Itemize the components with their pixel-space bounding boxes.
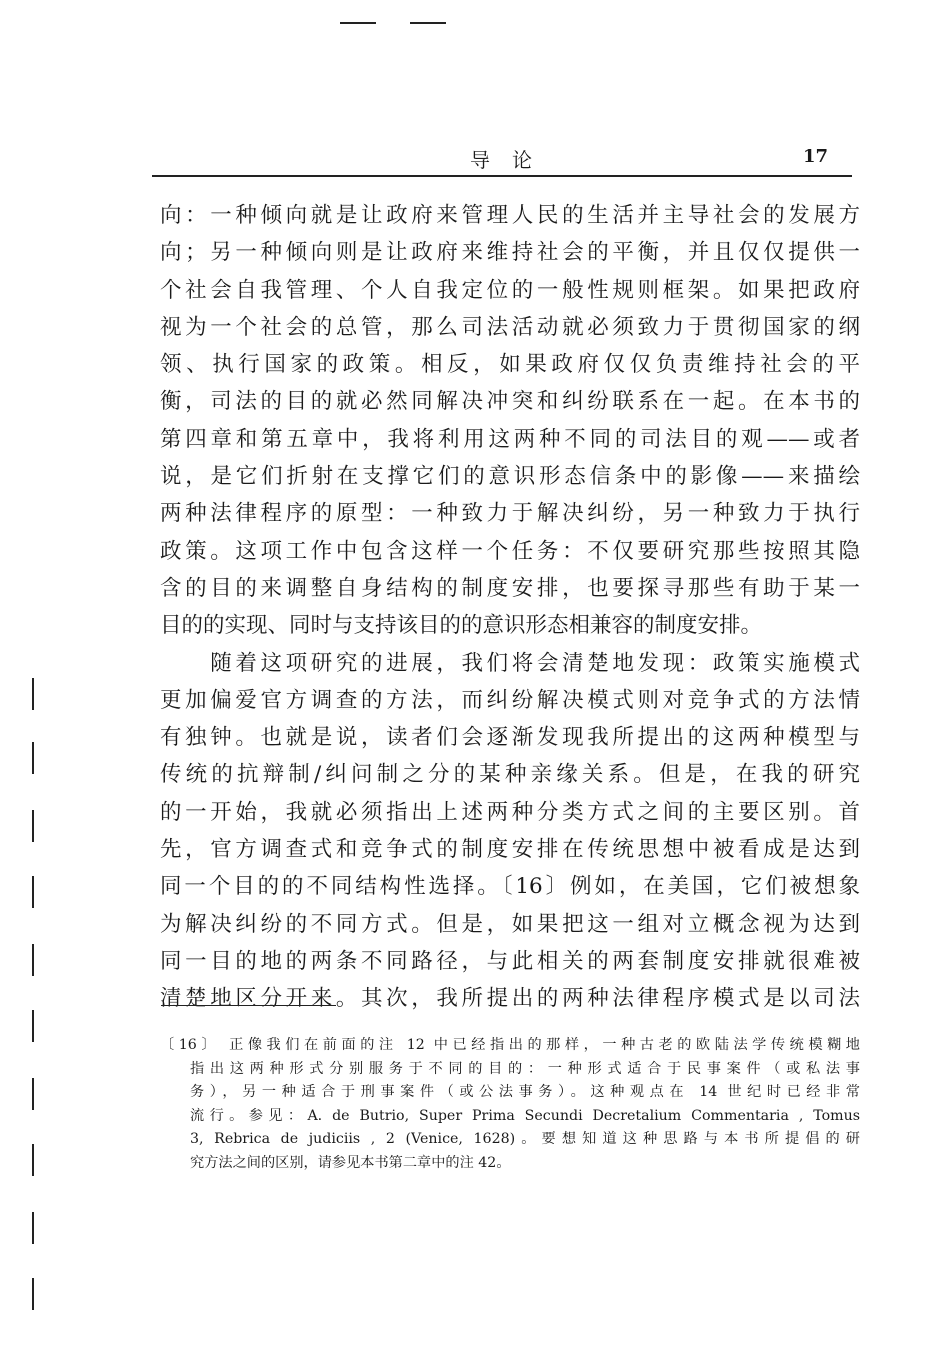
text-line: 个社会自我管理、个人自我定位的一般性规则框架。如果把政府 [160,277,860,303]
text-line: 向：一种倾向就是让政府来管理人民的生活并主导社会的发展方 [160,203,860,228]
text-line: 说，是它们折射在支撑它们的意识形态信条中的影像——来描绘 [160,464,860,490]
text-line: 含的目的来调整自身结构的制度安排，也要探寻那些有助于某一 [160,575,860,601]
text-line: 传统的抗辩制/纠问制之分的某种亲缘关系。但是，在我的研究 [160,762,860,788]
text-line: 视为一个社会的总管，那么司法活动就必须致力于贯彻国家的纲 [160,314,860,340]
margin-bar [32,1078,34,1110]
text-line: 先，官方调查式和竞争式的制度安排在传统思想中被看成是达到 [160,837,860,863]
footnote-line: 〔16〕 正像我们在前面的注 12 中已经指出的那样，一种古老的欧陆法学传统模糊地 [160,1037,860,1053]
margin-bar [32,742,34,774]
footnote-line: 务），另一种适合于刑事案件（或公法事务）。这种观点在 14 世纪时已经非常 [190,1084,860,1100]
text-line: 两种法律程序的原型：一种致力于解决纠纷，另一种致力于执行 [160,501,860,527]
header-rule [152,175,852,177]
margin-bar [32,678,34,710]
footnote-line: 究方法之间的区别，请参见本书第二章中的注 42。 [190,1154,511,1171]
top-mark-right [410,22,446,24]
footnote-line: 流行。参见：A. de Butrio, Super Prima Secundi Decretalium Commentaria , Tomus [190,1107,860,1124]
margin-change-bars [32,0,36,1347]
text-line: 向；另一种倾向则是让政府来维持社会的平衡，并且仅仅提供一 [160,240,860,266]
text-line: 更加偏爱官方调查的方法，而纠纷解决模式则对竞争式的方法情 [160,687,860,713]
text-line: 领、执行国家的政策。相反，如果政府仅仅负责维持社会的平 [160,352,860,378]
margin-bar [32,876,34,908]
running-title: 导论 [470,148,554,172]
text-line: 同一目的地的两条不同路径，与此相关的两套制度安排就很难被 [160,948,860,974]
footnote-line: 3, Rebrica de judiciis , 2 (Venice, 1628)。要想知道这种思路与本书所提倡的研 [190,1131,860,1147]
text-line: 衡，司法的目的就必然同解决冲突和纠纷联系在一起。在本书的 [160,389,860,415]
margin-bar [32,1010,34,1042]
margin-bar [32,944,34,976]
main-text [160,197,860,1018]
text-line: 政策。这项工作中包含这样一个任务：不仅要研究那些按照其隐 [160,538,860,564]
footnotes [160,1034,860,1175]
footnote-rule [161,1005,336,1006]
margin-bar [32,1212,34,1244]
page-header [152,144,852,174]
text-line: 为解决纠纷的不同方式。但是，如果把这一组对立概念视为达到 [160,911,860,937]
margin-bar [32,810,34,842]
text-line: 清楚地区分开来。其次，我所提出的两种法律程序模式是以司法 [160,986,860,1012]
margin-bar [32,1144,34,1176]
margin-bar [32,1278,34,1310]
page-number: 17 [802,146,828,167]
top-mark-left [340,22,376,24]
footnote-line: 指出这两种形式分别服务于不同的目的：一种形式适合于民事案件（或私法事 [190,1060,860,1077]
text-line: 的一开始，我就必须指出上述两种分类方式之间的主要区别。首 [160,799,860,825]
text-line: 目的的实现、同时与支持该目的的意识形态相兼容的制度安排。 [160,613,763,639]
text-line: 同一个目的的不同结构性选择。〔16〕例如，在美国，它们被想象 [160,874,860,900]
text-line: 随着这项研究的进展，我们将会清楚地发现：政策实施模式 [160,650,860,676]
text-line: 有独钟。也就是说，读者们会逐渐发现我所提出的这两种模型与 [160,725,860,751]
text-line: 第四章和第五章中，我将利用这两种不同的司法目的观——或者 [160,426,860,452]
